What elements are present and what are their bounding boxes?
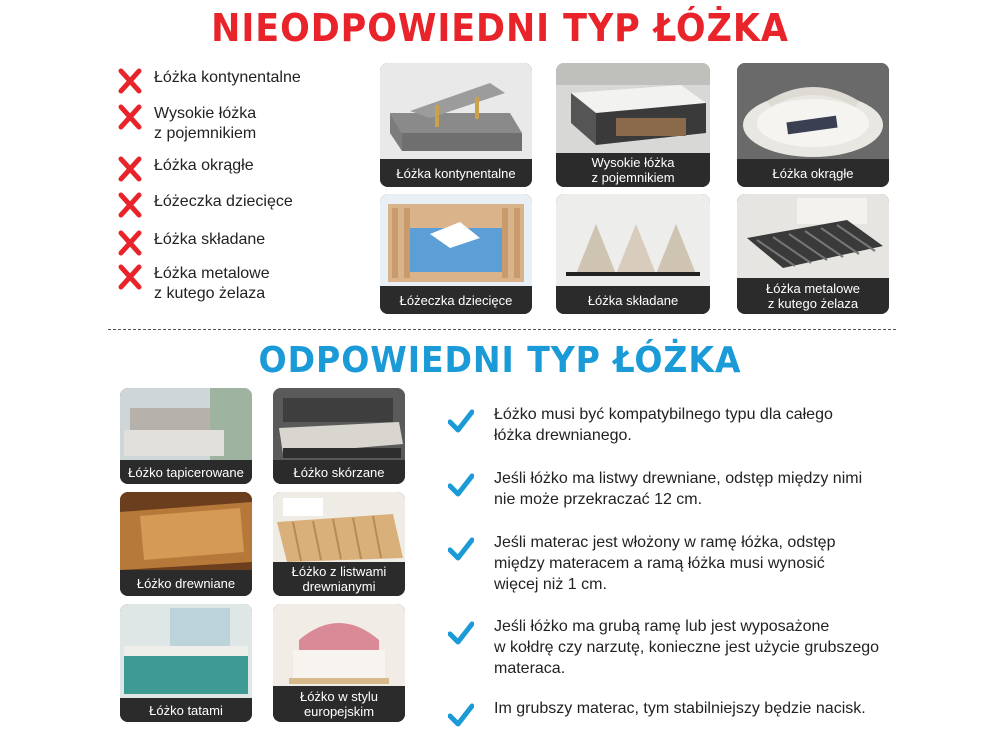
x-mark-icon	[118, 264, 142, 290]
tile-caption: Łóżko skórzane	[273, 460, 405, 484]
tile-caption: Łóżka okrągłe	[737, 159, 889, 187]
tile-tatami-bed	[120, 604, 252, 722]
list-item-label: Łóżeczka dziecięce	[154, 193, 293, 210]
tile-caption: Łóżka składane	[556, 286, 710, 314]
folding-bed-image	[556, 194, 710, 286]
tile-metal-bed	[737, 194, 889, 314]
x-mark-icon	[118, 68, 142, 94]
list-item-label: Łóżka kontynentalne	[154, 69, 301, 86]
tile-caption: Łóżko z listwami drewnianymi	[273, 562, 405, 596]
section-divider	[108, 329, 896, 330]
list-item-label: Łóżka okrągłe	[154, 157, 254, 174]
wooden-bed-image	[120, 492, 252, 570]
check-icon	[448, 702, 474, 728]
metal-bed-image	[737, 194, 889, 278]
tile-caption: Łóżko drewniane	[120, 570, 252, 596]
note-text: Jeśli łóżko ma listwy drewniane, odstęp między nimi nie może przekraczać 12 cm.	[494, 470, 863, 508]
tile-leather-bed	[273, 388, 405, 484]
tile-continental-bed	[380, 63, 532, 187]
note-text: Im grubszy materac, tym stabilniejszy będzie nacisk.	[494, 700, 866, 717]
tile-upholstered-bed	[120, 388, 252, 484]
storage-bed-image	[556, 63, 710, 153]
note-text: Łóżko musi być kompatybilnego typu dla całego łóżka drewnianego.	[494, 406, 833, 444]
x-mark-icon	[118, 192, 142, 218]
tile-caption: Łóżka kontynentalne	[380, 159, 532, 187]
check-icon	[448, 472, 474, 498]
list-item-label: Wysokie łóżka z pojemnikiem	[154, 105, 257, 142]
tile-crib	[380, 194, 532, 314]
tile-storage-bed	[556, 63, 710, 187]
suitable-title: ODPOWIEDNI TYP ŁÓŻKA	[258, 340, 742, 381]
tatami-bed-image	[120, 604, 252, 698]
check-icon	[448, 620, 474, 646]
x-mark-icon	[118, 230, 142, 256]
x-mark-icon	[118, 156, 142, 182]
x-mark-icon	[118, 104, 142, 130]
tile-caption: Łóżka metalowe z kutego żelaza	[737, 278, 889, 314]
european-bed-image	[273, 604, 405, 686]
tile-wooden-bed	[120, 492, 252, 596]
note-text: Jeśli materac jest włożony w ramę łóżka, odstęp między materacem a ramą łóżka musi wynosić więcej niż 1 cm.	[494, 534, 836, 593]
check-icon	[448, 536, 474, 562]
crib-image	[380, 194, 532, 286]
check-icon	[448, 408, 474, 434]
list-item-label: Łóżka metalowe z kutego żelaza	[154, 265, 270, 302]
tile-caption: Łóżko tatami	[120, 698, 252, 722]
tile-caption: Wysokie łóżka z pojemnikiem	[556, 153, 710, 187]
tile-folding-bed	[556, 194, 710, 314]
tile-slatted-bed	[273, 492, 405, 596]
tile-caption: Łóżko tapicerowane	[120, 460, 252, 484]
slatted-bed-image	[273, 492, 405, 562]
list-item-label: Łóżka składane	[154, 231, 266, 248]
round-bed-image	[737, 63, 889, 159]
tile-european-bed	[273, 604, 405, 722]
upholstered-bed-image	[120, 388, 252, 460]
note-text: Jeśli łóżko ma grubą ramę lub jest wyposażone w kołdrę czy narzutę, konieczne jest użycie grubszego materaca.	[494, 618, 880, 677]
unsuitable-title: NIEODPOWIEDNI TYP ŁÓŻKA	[211, 6, 789, 50]
leather-bed-image	[273, 388, 405, 460]
tile-caption: Łóżko w stylu europejskim	[273, 686, 405, 722]
tile-round-bed	[737, 63, 889, 187]
tile-caption: Łóżeczka dziecięce	[380, 286, 532, 314]
continental-bed-image	[380, 63, 532, 159]
